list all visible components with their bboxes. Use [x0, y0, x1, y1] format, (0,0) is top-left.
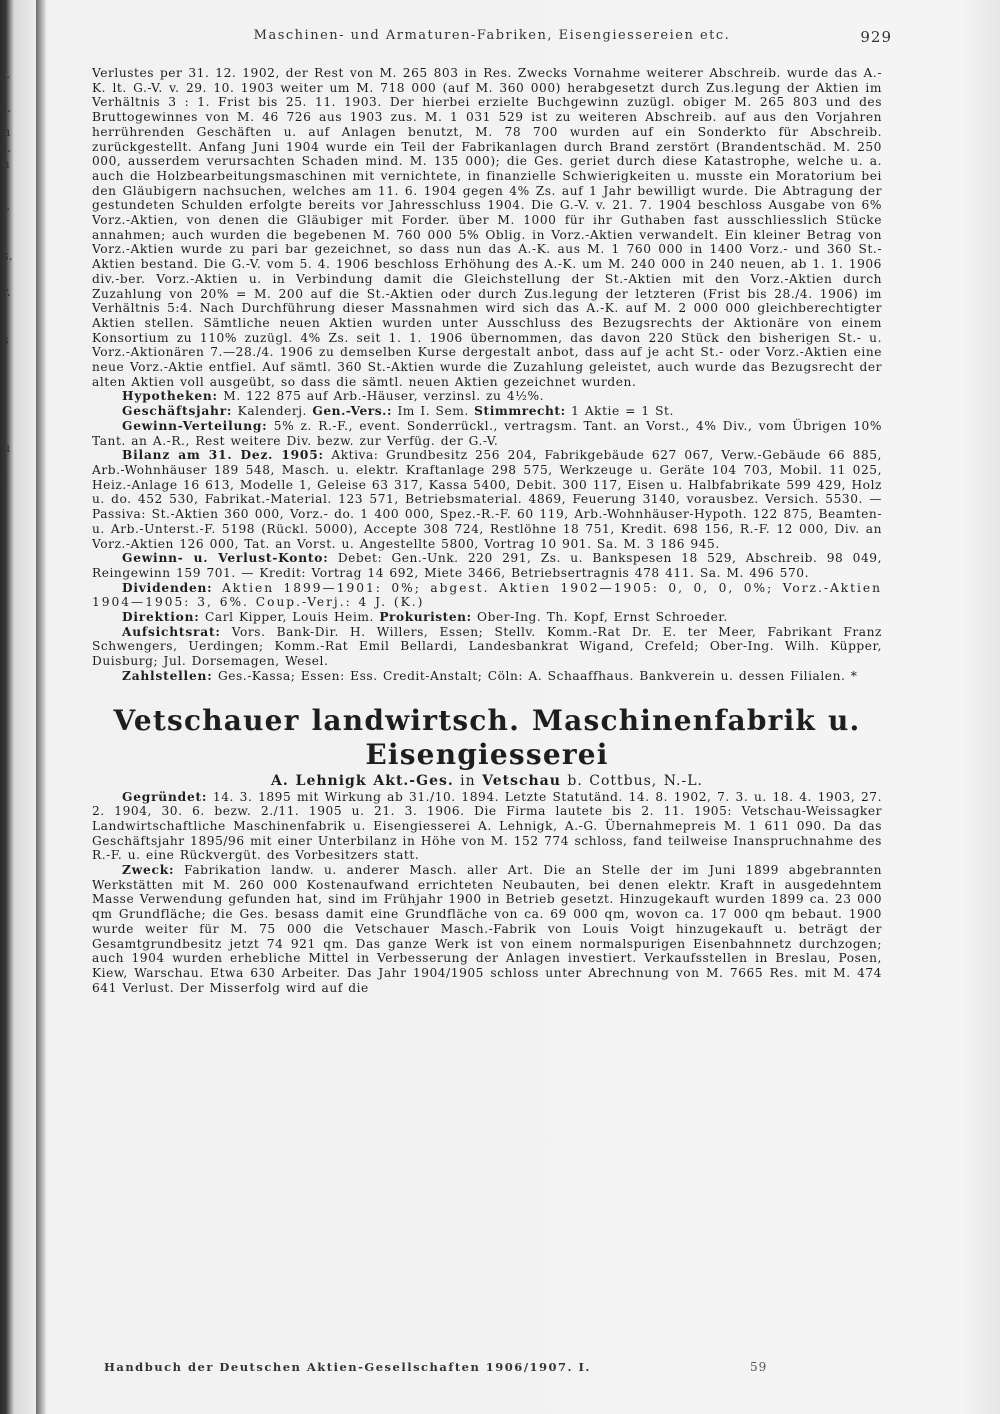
- margin-char: l.: [2, 199, 11, 214]
- section-text: Debet: Gen.-Unk. 220 291, Zs. u. Bankspesen 18 529, Abschreib. 98 049, Reingewinn 159 701. — Kredit: Vortrag 14 692, Miete 3466, Betriebsertragnis 478 411. Sa. M. 496 570.: [92, 551, 883, 580]
- section-label: Direktion:: [122, 610, 200, 625]
- book-page: [82, 16, 892, 1396]
- section-text: Ober-Ing. Th. Kopf, Ernst Schroeder.: [471, 610, 728, 625]
- margin-char: a: [2, 157, 10, 172]
- section-text: Im I. Sem.: [392, 404, 475, 419]
- margin-char: -: [2, 179, 7, 194]
- section-bilanz: [92, 448, 882, 551]
- section-text: 5% z. R.-F., event. Sonderrückl., vertragsm. Tant. an Vorst., 4% Div., vom Übrigen 10% Tant. an A.-R., Rest weitere Div. bezw. zur Verfüg. der G.-V.: [92, 418, 882, 448]
- section-label: Prokuristen:: [379, 610, 472, 625]
- section-label: Bilanz am 31. Dez. 1905:: [122, 448, 324, 463]
- margin-char: :: [2, 314, 7, 329]
- signature-mark: 59: [750, 1360, 768, 1374]
- section-label: Aufsichtsrat:: [122, 624, 221, 639]
- page-number: 929: [860, 28, 892, 46]
- section-label: Dividenden:: [122, 580, 213, 595]
- section-label: Zweck:: [122, 863, 175, 878]
- company-subtitle: [92, 772, 882, 790]
- margin-char: n: [2, 125, 11, 140]
- section-dividenden: [92, 581, 882, 610]
- section-text: Carl Kipper, Louis Heim.: [199, 610, 380, 625]
- section-label: Stimmrecht:: [474, 404, 566, 419]
- margin-char: r.: [2, 285, 11, 300]
- book-footer: Handbuch der Deutschen Aktien-Gesellschaften 1906/1907. I.: [104, 1360, 591, 1374]
- section-text: 1 Aktie = 1 St.: [565, 404, 674, 419]
- margin-char: j.: [2, 67, 11, 82]
- continued-paragraph: Verlustes per 31. 12. 1902, der Rest von M. 265 803 in Res. Zwecks Vornahme weiterer Abschreib. wurde das A.-K. lt. G.-V. v. 29. 10. 1903 weiter um M. 718 000 (auf M. 360 000) herabgesetzt durch Zus.legung der Aktien im Verhältnis 3 : 1. Frist bis 25. 11. 1903. Der hierbei erzielte Buchgewinn zuzügl. obiger M. 265 803 und des Bruttogewinnes von M. 46 726 aus 1903 zus. M. 1 031 529 ist zu weiteren Abschreib. auf aus den Vorjahren herrührenden Geschäften u. auf Anlagen benutzt, M. 78 700 wurden auf ein Sonderkto für Abschreib. zurückgestellt. Anfang Juni 1904 wurde ein Teil der Fabrikanlagen durch Brand zerstört (Brandentschäd. M. 250 000, ausserdem verursachten Schaden mind. M. 135 000); die Ges. geriet durch diese Katastrophe, welche u. a. auch die Holzbearbeitungsmaschinen mit vernichtete, in finanzielle Schwierigkeiten u. musste ein Moratorium bei den Gläubigern nachsuchen, welches am 11. 6. 1904 gegen 4% Zs. auf 1 Jahr bewilligt wurde. Die Abtragung der gestundeten Schulden erfolgte bereits vor Jahresschluss 1904. Die G.-V. v. 21. 7. 1904 beschloss Ausgabe von 6% Vorz.-Aktien, von denen die Gläubiger mit Forder. über M. 1000 für ihr Guthaben fast ausschliesslich Stücke annahmen; auch wurden die begebenen M. 760 000 5% Oblig. in Vorz.-Aktien verwandelt. Ein kleiner Betrag von Vorz.-Aktien wurde zu pari bar gezeichnet, so dass nun das A.-K. aus M. 1 760 000 in 1400 Vorz.- und 360 St.-Aktien bestand. Die G.-V. vom 5. 4. 1906 beschloss Erhöhung des A.-K. um M. 240 000 in 240 neuen, ab 1. 1. 1906 div.-ber. Vorz.-Aktien u. in Verbindung damit die Gleichstellung der St.-Aktien mit den Vorz.-Aktien durch Zuzahlung von 20% = M. 200 auf die St.-Aktien oder durch Zus.legung der letzteren (Frist bis 28./4. 1906) im Verhältnis 5:4. Nach Durchführung dieser Massnahmen wird sich das A.-K. auf M. 2 000 000 gleichberechtigter Aktien stellen. Sämtliche neuen Aktien wurden unter Ausschluss des Bezugsrechts der Aktionäre von einem Konsortium zu 110% zuzügl. 4% Zs. seit 1. 1. 1906 übernommen, das davon 220 Stück den bisherigen St.- u. Vorz.-Aktionären 7.—28./4. 1906 zu demselben Kurse dergestalt anbot, dass auf je acht St.- oder Vorz.-Aktien eine neue Vorz.-Aktie entfiel. Auf sämtl. 360 St.-Aktien wurde die Zuzahlung geleistet, auch wurde das Bezugsrecht der alten Aktien voll ausgeübt, so dass die sämtl. neuen Aktien gezeichnet wurden.: [92, 66, 882, 389]
- page-body: [92, 66, 882, 995]
- running-head: Maschinen- und Armaturen-Fabriken, Eisengiessereien etc.: [253, 28, 731, 43]
- section-text: Fabrikation landw. u. anderer Masch. aller Art. Die an Stelle der im Juni 1899 abgebrannten Werkstätten mit M. 260 000 Kostenaufwand errichteten Neubauten, bei denen elektr. Kraft in ausgedehntem Masse Verwendung gefunden hat, sind im Frühjahr 1900 in Betrieb gesetzt. Hinzugekauft wurden 1899 ca. 23 000 qm Grundfläche; die Ges. besass damit eine Grundfläche von ca. 69 000 qm, wovon ca. 17 000 qm bebaut. 1900 wurde weiter für M. 75 000 die Vetschauer Masch.-Fabrik von Louis Voigt hinzugekauft u. beträgt der Gesamtgrundbesitz jetzt 74 921 qm. Das ganze Werk ist von einem normalspurigen Eisenbahnnetz durchzogen; auch 1904 wurden erhebliche Mittel in Verbesserung der Anlagen investiert. Verkaufsstellen in Breslau, Posen, Kiew, Warschau. Etwa 630 Arbeiter. Das Jahr 1904/1905 schloss unter Abrechnung von M. 7665 Res. mit M. 474 641 Verlust. Der Misserfolg wird auf die: [92, 863, 882, 995]
- company-region: b. Cottbus, N.-L.: [560, 772, 703, 789]
- margin-char: i: [2, 457, 7, 472]
- margin-char: ).: [2, 101, 12, 116]
- section-text: Ges.-Kassa; Essen: Ess. Credit-Anstalt; Cöln: A. Schaaffhaus. Bankverein u. dessen Filialen. *: [212, 668, 858, 683]
- section-geschaeftsjahr: [92, 404, 882, 419]
- company-subtitle-in: in: [453, 772, 483, 789]
- section-label: Zahlstellen:: [122, 668, 213, 683]
- section-gegruendet: [92, 790, 882, 864]
- section-zahlstellen: [92, 669, 882, 684]
- section-label: Gegründet:: [122, 789, 208, 804]
- section-text: M. 122 875 auf Arb.-Häuser, verzinsl. zu 4½%.: [217, 389, 545, 404]
- section-label: Hypotheken:: [122, 389, 218, 404]
- section-label: Gewinn-Verteilung:: [122, 418, 268, 433]
- section-text: Vors. Bank-Dir. H. Willers, Essen; Stellv. Komm.-Rat Dr. E. ter Meer, Fabrikant Franz Schwengers, Uerdingen; Komm.-Rat Emil Bellardi, Landesbankrat Wigand, Crefeld; Ober-Ing. Wilh. Küpper, Duisburg; Jul. Dorsemagen, Wesel.: [92, 624, 882, 669]
- company-firm-name: A. Lehnigk Akt.-Ges.: [271, 772, 454, 789]
- margin-char: u: [2, 441, 11, 456]
- margin-char: s: [2, 333, 9, 348]
- section-gewinn-verteilung: [92, 419, 882, 448]
- margin-char: t: [2, 473, 8, 488]
- margin-char: ).: [2, 141, 12, 156]
- section-gewinn-verlust: [92, 551, 882, 580]
- margin-char: s.: [2, 249, 13, 264]
- section-aufsichtsrat: [92, 625, 882, 669]
- section-label: Gewinn- u. Verlust-Konto:: [122, 551, 329, 566]
- book-gutter-shadow: [36, 0, 46, 1414]
- section-text: Aktiva: Grundbesitz 256 204, Fabrikgebäude 627 067, Verw.-Gebäude 66 885, Arb.-Wohnhäuser 189 548, Masch. u. elektr. Kraftanlage 298 575, Werkzeuge u. Geräte 104 703, Mobil. 11 025, Heiz.-Anlage 16 613, Modelle 1, Geleise 63 317, Kassa 5400, Debit. 300 117, Eisen u. Halbfabrikate 599 429, Holz u. do. 452 530, Fabrikat.-Material. 123 571, Betriebsmaterial. 4869, Feuerung 3140, vorausbez. Versich. 5530. — Passiva: St.-Aktien 360 000, Vorz.- do. 1 400 000, Spez.-R.-F. 60 119, Arb.-Wohnhäuser-Hypoth. 122 875, Beamten- u. Arb.-Unterst.-F. 5198 (Rückl. 5000), Accepte 308 724, Restlöhne 18 751, Kredit. 698 156, R.-F. 12 000, Div. an Vorz.-Aktien 126 000, Tat. an Vorst. u. Angestellte 5800, Vortrag 10 901. Sa. M. 3 186 945.: [92, 448, 882, 551]
- section-label: Gen.-Vers.:: [312, 404, 393, 419]
- section-text: 14. 3. 1895 mit Wirkung ab 31./10. 1894. Letzte Statutänd. 14. 8. 1902, 7. 3. u. 18. 4. 1903, 27. 2. 1904, 30. 6. bezw. 2./11. 1905 u. 21. 3. 1906. Die Firma lautete bis 2. 11. 1905: Vetschau-Weissagker Landwirtschaftliche Maschinenfabrik u. Eisengiesserei A. Lehnigk, A.-G. Übernahmepreis M. 1 611 090. Da das Geschäftsjahr 1895/96 mit einer Unterbilanz in Höhe von M. 152 774 schloss, fand teilweise Inanspruchnahme des R.-F. u. eine Rückvergüt. des Vorbesitzers statt.: [92, 789, 882, 863]
- section-hypotheken: [92, 389, 882, 404]
- section-zweck: [92, 863, 882, 995]
- margin-char: ,: [2, 299, 7, 314]
- company-title: Vetschauer landwirtsch. Maschinenfabrik u. Eisengiesserei: [113, 703, 861, 771]
- section-label: Geschäftsjahr:: [122, 404, 233, 419]
- company-place: Vetschau: [482, 772, 561, 789]
- section-text: Aktien 1899—1901: 0%; abgest. Aktien 1902—1905: 0, 0, 0, 0%; Vorz.-Aktien 1904—1905: 3, 6%. Coup.-Verj.: 4 J. (K.): [92, 580, 882, 610]
- section-text: Kalenderj.: [232, 404, 313, 419]
- section-direktion: [92, 610, 882, 625]
